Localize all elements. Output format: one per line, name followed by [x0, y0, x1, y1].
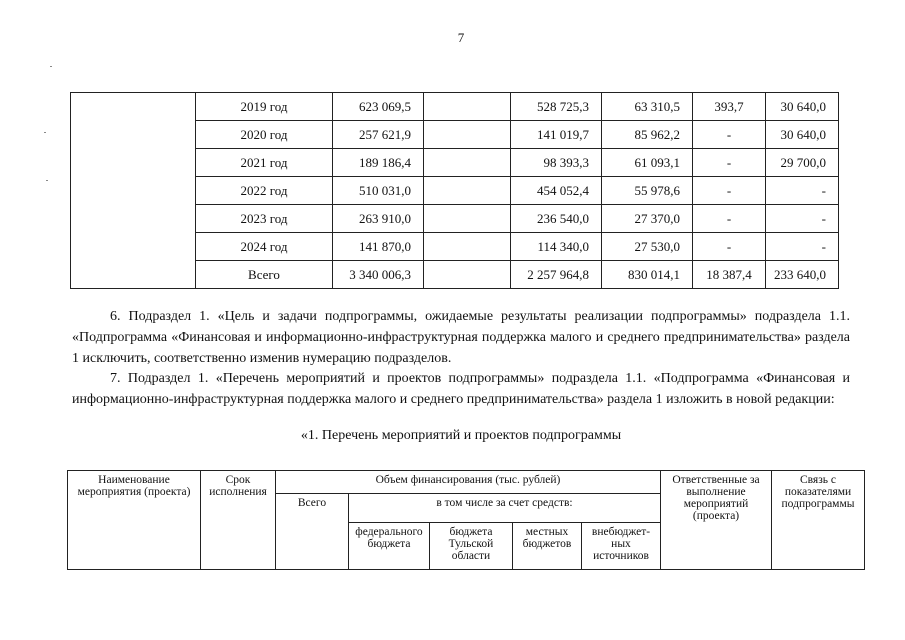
- finance-cell-year: 2024 год: [196, 233, 333, 261]
- finance-cell-extrabudget: -: [693, 177, 766, 205]
- paragraph-7: 7. Подраздел 1. «Перечень мероприятий и проектов подпрограммы» подраздела 1.1. «Подпрограмма «Финансовая и информационно-инфраструктурная поддержка малого и среднего предпринимательства» раздела 1 изложить в новой редакции:: [72, 371, 850, 407]
- col-extrabudget-header: внебюджет-ных источников: [582, 523, 661, 570]
- measures-header-table: [67, 470, 865, 570]
- col-responsible-header: Ответственные за выполнение мероприятий (проекта): [661, 471, 772, 570]
- scan-speck: [44, 132, 46, 133]
- finance-cell-extrabudget: -: [693, 233, 766, 261]
- finance-table: [70, 92, 839, 289]
- finance-cell-extrabudget: -: [693, 205, 766, 233]
- finance-cell-local: 63 310,5: [602, 93, 693, 121]
- finance-cell-local: 830 014,1: [602, 261, 693, 289]
- finance-cell-year: Всего: [196, 261, 333, 289]
- finance-cell-year: 2019 год: [196, 93, 333, 121]
- scan-speck: [46, 180, 48, 181]
- finance-cell-total: 141 870,0: [333, 233, 424, 261]
- finance-cell-federal: [424, 149, 511, 177]
- section-heading: «1. Перечень мероприятий и проектов подпрограммы: [300, 428, 622, 443]
- finance-cell-regional: 528 725,3: [511, 93, 602, 121]
- finance-cell-federal: [424, 93, 511, 121]
- page-number: 7: [457, 30, 465, 45]
- finance-cell-local: 61 093,1: [602, 149, 693, 177]
- finance-cell-link: 233 640,0: [766, 261, 839, 289]
- finance-cell-blank: [71, 93, 196, 289]
- finance-cell-link: 30 640,0: [766, 93, 839, 121]
- finance-cell-year: 2022 год: [196, 177, 333, 205]
- col-name-header: Наименование мероприятия (проекта): [68, 471, 201, 570]
- finance-cell-extrabudget: -: [693, 121, 766, 149]
- finance-cell-year: 2020 год: [196, 121, 333, 149]
- finance-cell-total: 257 621,9: [333, 121, 424, 149]
- finance-cell-local: 55 978,6: [602, 177, 693, 205]
- finance-cell-year: 2021 год: [196, 149, 333, 177]
- finance-cell-regional: 114 340,0: [511, 233, 602, 261]
- finance-cell-federal: [424, 177, 511, 205]
- finance-cell-local: 27 370,0: [602, 205, 693, 233]
- finance-cell-extrabudget: 18 387,4: [693, 261, 766, 289]
- finance-cell-federal: [424, 121, 511, 149]
- col-total-header: Всего: [276, 494, 349, 570]
- paragraph-6: 6. Подраздел 1. «Цель и задачи подпрограммы, ожидаемые результаты реализации подпрограммы» подраздела 1.1. «Подпрограмма «Финансовая и информационно-инфраструктурная поддержка малого и среднего предпринимательства» раздела 1 исключить, соответственно изменив нумерацию подразделов.: [72, 309, 850, 366]
- finance-cell-total: 3 340 006,3: [333, 261, 424, 289]
- scan-speck: [50, 66, 52, 67]
- finance-cell-total: 623 069,5: [333, 93, 424, 121]
- finance-cell-local: 85 962,2: [602, 121, 693, 149]
- finance-cell-federal: [424, 205, 511, 233]
- col-federal-header: федерального бюджета: [349, 523, 430, 570]
- col-local-header: местных бюджетов: [513, 523, 582, 570]
- finance-cell-year: 2023 год: [196, 205, 333, 233]
- finance-cell-extrabudget: 393,7: [693, 93, 766, 121]
- finance-cell-link: -: [766, 177, 839, 205]
- finance-cell-regional: 2 257 964,8: [511, 261, 602, 289]
- finance-cell-link: 30 640,0: [766, 121, 839, 149]
- finance-cell-local: 27 530,0: [602, 233, 693, 261]
- finance-cell-regional: 141 019,7: [511, 121, 602, 149]
- col-including-header: в том числе за счет средств:: [349, 494, 661, 523]
- finance-row: [71, 93, 839, 121]
- col-link-header: Связь с показателями подпрограммы: [772, 471, 865, 570]
- finance-cell-total: 263 910,0: [333, 205, 424, 233]
- finance-cell-link: 29 700,0: [766, 149, 839, 177]
- col-funding-header: Объем финансирования (тыс. рублей): [276, 471, 661, 494]
- finance-cell-federal: [424, 261, 511, 289]
- col-regional-header: бюджета Тульской области: [430, 523, 513, 570]
- finance-cell-federal: [424, 233, 511, 261]
- finance-cell-extrabudget: -: [693, 149, 766, 177]
- finance-cell-link: -: [766, 233, 839, 261]
- finance-cell-total: 189 186,4: [333, 149, 424, 177]
- finance-cell-link: -: [766, 205, 839, 233]
- col-term-header: Срок исполнения: [201, 471, 276, 570]
- finance-cell-regional: 454 052,4: [511, 177, 602, 205]
- finance-cell-regional: 236 540,0: [511, 205, 602, 233]
- finance-cell-regional: 98 393,3: [511, 149, 602, 177]
- finance-cell-total: 510 031,0: [333, 177, 424, 205]
